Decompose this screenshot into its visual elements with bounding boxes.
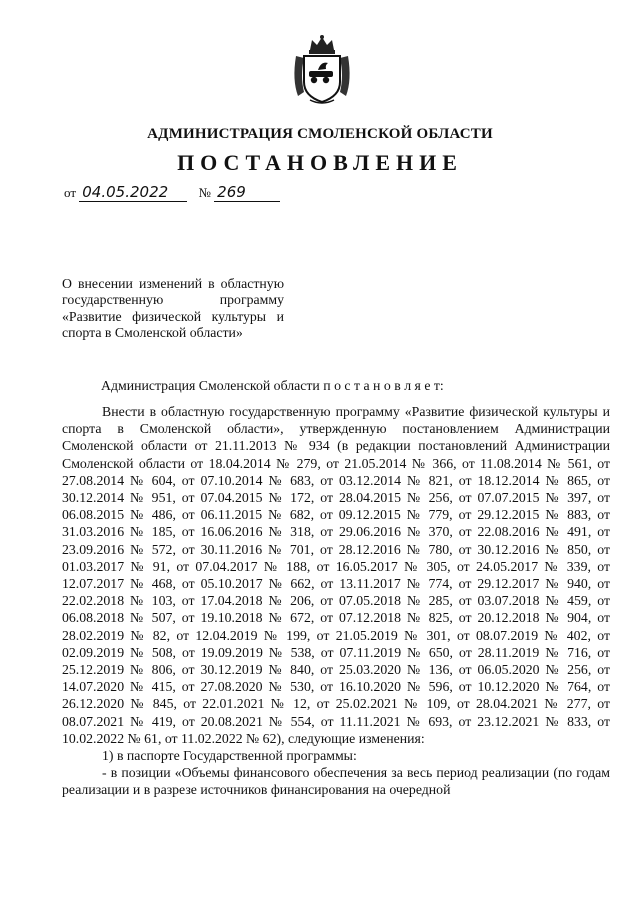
document-type: ПОСТАНОВЛЕНИЕ (177, 150, 463, 175)
smolensk-coat-of-arms-icon (290, 34, 354, 106)
document-subject: О внесении изменений в областную государственную программу «Развитие физической культуры и спорта в Смоленской области» (62, 276, 284, 341)
handwritten-date: 04.05.2022 (79, 183, 187, 202)
date-label: от (64, 185, 77, 200)
organization-title: АДМИНИСТРАЦИЯ СМОЛЕНСКОЙ ОБЛАСТИ (147, 126, 493, 142)
handwritten-number: 269 (214, 183, 280, 202)
date-number-line (64, 183, 280, 202)
list-item: - в позиции «Объемы финансового обеспечения за весь период реализации (по годам реализации и в разрезе источников финансирования на очередной (62, 765, 610, 798)
number-label: № (198, 185, 211, 200)
list-item: 1) в паспорте Государственной программы: (102, 748, 357, 764)
main-paragraph: Внести в областную государственную программу «Развитие физической культуры и спорта в Смоленской области», утвержденную постановлением Администрации Смоленской области от 21.11.2013 № 934 (в редакции постановлений Администрации Смоленской области от 18.04.2014 № 279, от 21.05.2014 № 366, от 11.08.2014 № 561, от 27.08.2014 № 604, от 07.10.2014 № 683, от 03.12.2014 № 821, от 18.12.2014 № 865, от 30.12.2014 № 951, от 07.04.2015 № 172, от 28.04.2015 № 256, от 07.07.2015 № 397, от 06.08.2015 № 486, от 06.11.2015 № 682, от 09.12.2015 № 779, от 29.12.2015 № 883, от 31.03.2016 № 185, от 16.06.2016 № 318, от 29.06.2016 № 370, от 22.08.2016 № 491, от 23.09.2016 № 572, от 30.11.2016 № 701, от 28.12.2016 № 780, от 30.12.2016 № 850, от 01.03.2017 № 91, от 07.04.2017 № 188, от 16.05.2017 № 305, от 24.05.2017 № 339, от 12.07.2017 № 468, от 05.10.2017 № 662, от 13.11.2017 № 774, от 29.12.2017 № 940, от 22.02.2018 № 103, от 17.04.2018 № 206, от 07.05.2018 № 285, от 03.07.2018 № 459, от 06.08.2018 № 507, от 19.10.2018 № 672, от 07.12.2018 № 825, от 20.12.2018 № 904, от 28.02.2019 № 82, от 12.04.2019 № 199, от 21.05.2019 № 301, от 08.07.2019 № 402, от 02.09.2019 № 508, от 19.09.2019 № 538, от 07.11.2019 № 650, от 28.11.2019 № 716, от 25.12.2019 № 806, от 30.12.2019 № 840, от 25.03.2020 № 136, от 06.05.2020 № 256, от 14.07.2020 № 415, от 27.08.2020 № 530, от 16.10.2020 № 596, от 10.12.2020 № 764, от 26.12.2020 № 845, от 22.01.2021 № 12, от 25.02.2021 № 109, от 28.04.2021 № 277, от 08.07.2021 № 419, от 20.08.2021 № 554, от 11.11.2021 № 693, от 23.12.2021 № 833, от 10.02.2022 № 61, от 11.02.2022 № 62), следующие изменения: (62, 404, 610, 746)
decree-line: Администрация Смоленской области п о с т а н о в л я е т: (101, 378, 444, 393)
document-body (62, 403, 610, 799)
